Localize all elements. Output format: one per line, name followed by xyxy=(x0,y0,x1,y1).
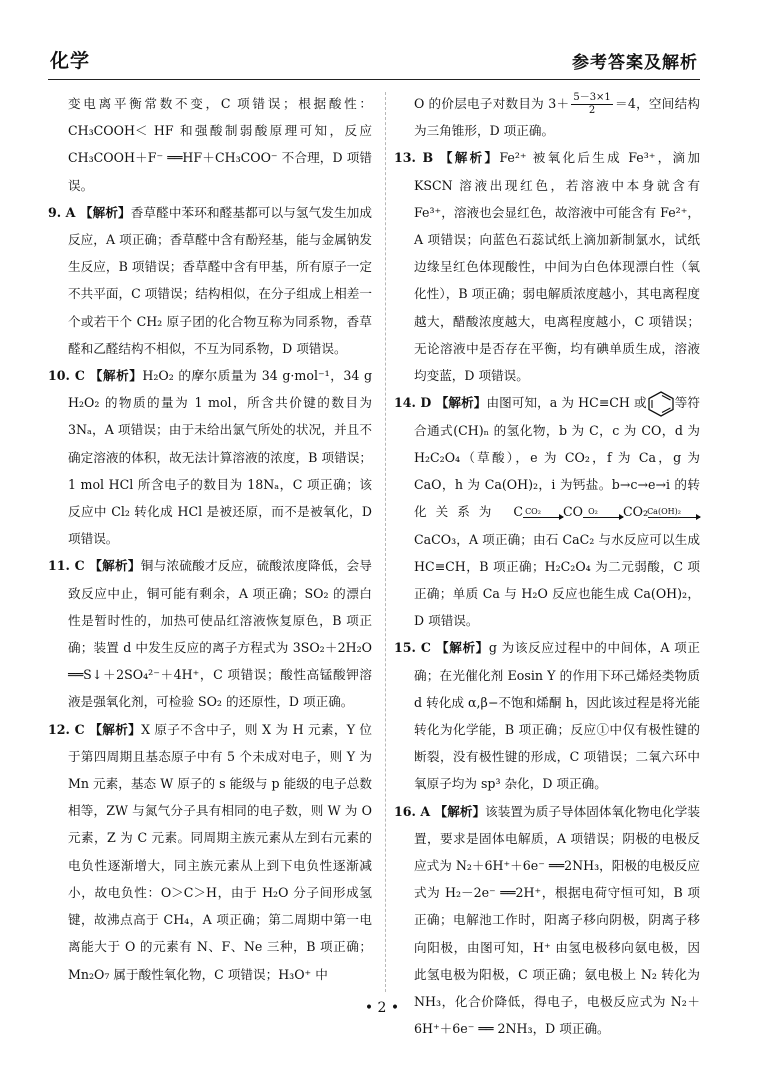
answer-12-tail-a: O 的价层电子对数目为 3＋ xyxy=(414,96,570,111)
answer-8-continuation: 变电离平衡常数不变，C 项错误；根据酸性：CH₃COOH＜ HF 和强酸制弱酸原理可知，反应 CH₃COOH＋F⁻ ══HF＋CH₃COO⁻ 不合理，D 项错误。 xyxy=(68,96,372,193)
answer-10 xyxy=(48,362,372,552)
answer-10-heading: 10. C 【解析】 xyxy=(48,368,143,384)
answer-14-text-e: CaCO₃，A 项正确；由石 CaC₂ 与水反应可以生成 HC≡CH，B 项正确；H₂C₂O₄ 为二元弱酸，C 项正确；单质 Ca 与 H₂O 反应也能生成 Ca(OH)₂，D 项错误。 xyxy=(414,531,700,629)
answer-9-text: 香草醛中苯环和醛基都可以与氢气发生加成反应，A 项正确；香草醛中含有酚羟基，能与金属钠发生反应，B 项错误；香草醛中含有甲基，所有原子一定不共平面，C 项错误；结构相似，在分子组成上相差一个或若干个 CH₂ 原子团的化合物互称为同系物，香草醛和乙醛结构不相似，不互为同系物，D 项错误。 xyxy=(68,204,373,356)
reaction-arrow-2 xyxy=(583,507,623,518)
answer-14-text-d: CO₂ xyxy=(622,504,648,520)
answer-11 xyxy=(48,552,372,715)
answer-15-text: g 为该反应过程中的中间体，A 项正确；在光催化剂 Eosin Y 的作用下环己烯烃类物质 d 转化成 α,β−不饱和烯酮 h，因此该过程是将光能转化为化学能，B 项正确；反应①中仅有极性键的断裂，没有极性键的形成，C 项错误；二氧六环中氧原子均为 sp³ 杂化，D 项正确。 xyxy=(414,640,700,792)
answer-14 xyxy=(394,389,700,634)
answer-12-tail-b: ＝4，空间结构为三角锥形，D 项正确。 xyxy=(414,96,701,139)
answer-12-text: X 原子不含中子，则 X 为 H 元素，Y 位于第四周期且基态原子中有 5 个未成对电子，则 Y 为 Mn 元素，基态 W 原子的 s 能级与 p 能级的电子总数相等，ZW 与氮气分子具有相同的电子数，则 W 为 O 元素，Z 为 C 元素。同周期主族元素从左到右元素的电负性逐渐增大，同主族元素从上到下电负性逐渐减小，故电负性：O＞C＞H，由于 H₂O 分子间形成氢键，故沸点高于 CH₄，A 项正确；第二周期中第一电离能大于 O 的元素有 N、F、Ne 三种，B 项正确；Mn₂O₇ 属于酸性氧化物，C 项错误；H₃O⁺ 中 xyxy=(68,721,373,982)
answer-14-text-a: 由图可知，a 为 HC≡CH 或 xyxy=(486,395,647,411)
answer-15 xyxy=(394,634,700,797)
arrow-right-icon xyxy=(523,517,563,518)
answer-16-text: 该装置为质子导体固体氧化物电化学装置，要求是固体电解质，A 项错误；阴极的电极反应式为 N₂＋6H⁺＋6e⁻ ══2NH₃，阳极的电极反应式为 H₂－2e⁻ ══2H⁺，根据电荷守恒可知，B 项正确；电解池工作时，阳离子移向阴极，阴离子移向阳极，由图可知，H⁺ 由氢电极移向氨电极，因此氢电极为阳极，C 项正确；氨电极上 N₂ 转化为 NH₃，化合价降低，得电子，电极反应式为 N₂＋6H⁺＋6e⁻ ══ 2NH₃，D 项正确。 xyxy=(414,803,701,1037)
answer-11-text: 铜与浓硫酸才反应，硫酸浓度降低，会导致反应中止，铜可能有剩余，A 项正确；SO₂ 的漂白性是暂时性的，加热可使品红溶液恢复原色，B 项正确；装置 d 中发生反应的离子方程式为 3SO₂＋2H₂O ══S↓＋2SO₄²⁻＋4H⁺，C 项错误；酸性高锰酸钾溶液是强氧化剂，可检验 SO₂ 的还原性，D 项正确。 xyxy=(68,558,373,710)
answer-12 xyxy=(48,716,372,988)
arrow-right-icon xyxy=(648,517,700,518)
reaction-arrow-1 xyxy=(523,507,563,518)
answer-13-heading: 13. B 【解析】 xyxy=(394,150,500,166)
answer-16-heading: 16. A 【解析】 xyxy=(394,803,486,819)
answer-9-heading: 9. A 【解析】 xyxy=(48,204,131,220)
section-title: 参考答案及解析 xyxy=(572,53,698,73)
benzene-ring-icon xyxy=(647,391,675,417)
left-column xyxy=(48,90,372,988)
subject-title: 化学 xyxy=(50,50,91,72)
answer-10-text: H₂O₂ 的摩尔质量为 34 g·mol⁻¹，34 g H₂O₂ 的物质的量为 1 mol，所含共价键的数目为 3Nₐ，A 项错误；由于未给出氯气所处的状况，并且不确定溶液的体积，故无法计算溶液的浓度，B 项错误；1 mol HCl 所含电子的数目为 18Nₐ，C 项正确；该反应中 Cl₂ 转化成 HCl 是被还原，而不是被氧化，D 项错误。 xyxy=(68,368,373,547)
reaction-arrow-2-label: O₂ xyxy=(588,507,598,517)
fraction-numerator: 5－3×1 xyxy=(573,92,611,103)
answer-13-text: Fe²⁺ 被氧化后生成 Fe³⁺，滴加 KSCN 溶液出现红色，若溶液中本身就含有 Fe³⁺，溶液也会显红色，故溶液中可能含有 Fe²⁺，A 项错误；向蓝色石蕊试纸上滴加新制氯水，试纸边缘呈红色体现酸性，中间为白色体现漂白性（氧化性），B 项正确；弱电解质浓度越小，其电离程度越大，醋酸浓度越大，电离程度越小，C 项错误；无论溶液中是否存在平衡，均有碘单质生成，溶液均变蓝，D 项错误。 xyxy=(414,150,701,384)
answer-12-continuation xyxy=(394,90,700,144)
reaction-arrow-1-label: CO₂ xyxy=(525,507,541,517)
answer-12-heading: 12. C 【解析】 xyxy=(48,721,142,737)
fraction-denominator: 2 xyxy=(588,105,596,116)
column-divider xyxy=(385,92,386,992)
answer-13 xyxy=(394,144,700,389)
answer-14-text-c: CO xyxy=(563,504,583,520)
answer-11-heading: 11. C 【解析】 xyxy=(48,558,141,574)
page-number: • 2 • xyxy=(364,1000,400,1016)
answer-9 xyxy=(48,199,372,362)
arrow-right-icon xyxy=(583,517,623,518)
right-column xyxy=(394,90,700,1042)
answer-14-heading: 14. D 【解析】 xyxy=(394,395,487,411)
reaction-arrow-3-label: Ca(OH)₂ xyxy=(647,507,681,517)
vsepr-fraction xyxy=(571,92,612,117)
reaction-arrow-3 xyxy=(648,507,700,518)
answer-15-heading: 15. C 【解析】 xyxy=(394,640,489,656)
answer-14-text-b: 等符合通式(CH)ₙ 的氢化物，b 为 C，c 为 CO，d 为 H₂C₂O₄（草酸），e 为 CO₂，f 为 Ca，g 为 CaO，h 为 Ca(OH)₂，i 为钙盐。b→c→e→i 的转化关系为 C xyxy=(414,395,700,520)
header-rule xyxy=(48,79,700,80)
